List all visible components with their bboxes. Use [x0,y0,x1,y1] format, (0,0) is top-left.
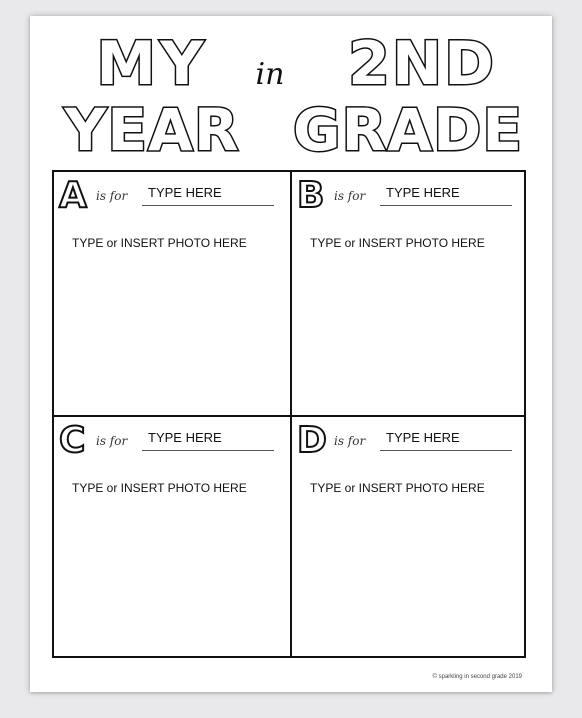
worksheet-page [30,16,552,692]
title-word-year: YEAR [64,96,240,164]
alphabet-grid [52,170,526,658]
photo-area-a[interactable]: TYPE or INSERT PHOTO HERE [72,236,247,250]
is-for-label: is for [96,434,128,448]
letter-d: D [297,420,327,461]
is-for-label: is for [334,189,366,203]
title-word-grade: GRADE [293,96,523,164]
word-field-b[interactable]: TYPE HERE [380,184,512,206]
letter-c: C [59,420,86,461]
letter-a: A [59,175,87,216]
word-field-c[interactable]: TYPE HERE [142,429,274,451]
is-for-label: is for [96,189,128,203]
letter-cell-b [292,172,528,415]
letter-b: B [297,175,325,216]
photo-area-d[interactable]: TYPE or INSERT PHOTO HERE [310,481,485,495]
letter-cell-a [54,172,290,415]
title-word-2nd: 2ND [348,29,496,99]
title-word-my: MY [96,29,208,99]
letter-cell-d [292,417,528,660]
photo-area-c[interactable]: TYPE or INSERT PHOTO HERE [72,481,247,495]
letter-cell-c [54,417,290,660]
title-word-in: in [255,57,285,92]
worksheet-title [30,16,552,166]
photo-area-b[interactable]: TYPE or INSERT PHOTO HERE [310,236,485,250]
word-field-a[interactable]: TYPE HERE [142,184,274,206]
word-field-d[interactable]: TYPE HERE [380,429,512,451]
is-for-label: is for [334,434,366,448]
copyright-footer: © sparkling in second grade 2019 [432,674,522,680]
